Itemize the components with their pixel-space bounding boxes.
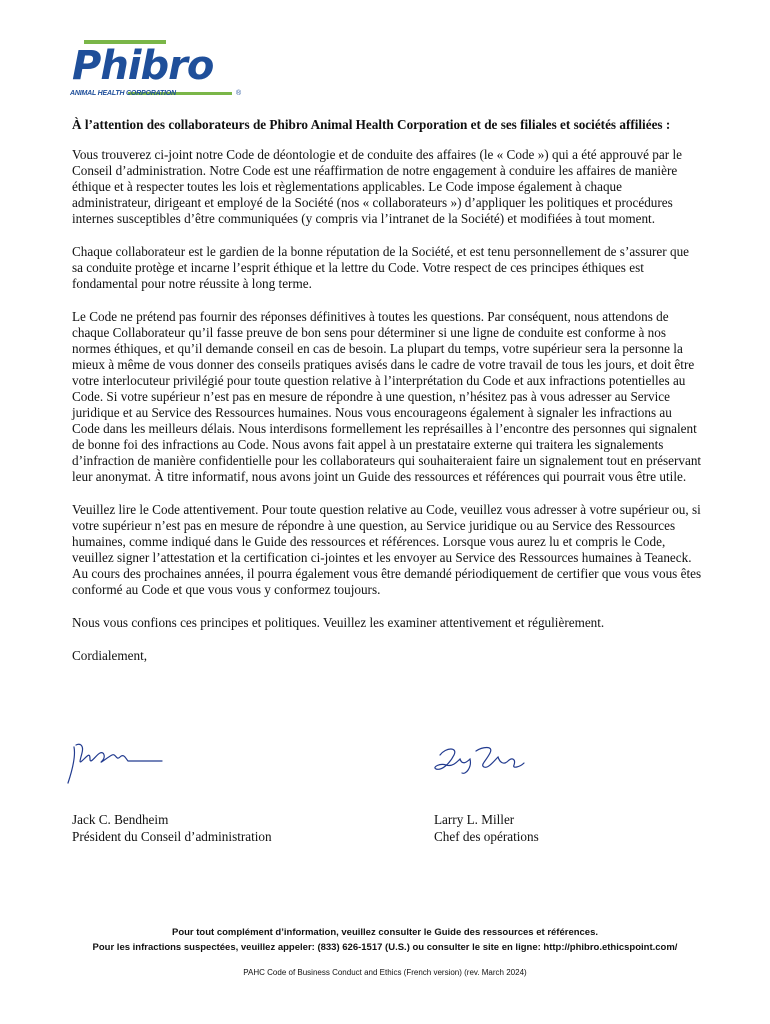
- logo-registered-mark: ®: [236, 90, 242, 97]
- signatory-right-title: Chef des opérations: [434, 829, 539, 844]
- closing-salutation: Cordialement,: [72, 648, 148, 663]
- footer-document-reference: PAHC Code of Business Conduct and Ethics (French version) (rev. March 2024): [243, 968, 527, 977]
- phibro-logo: [70, 40, 250, 100]
- paragraph-reputation: Chaque collaborateur est le gardien de la bonne réputation de la Société, et est tenu personnellement de s’assurer que sa conduite protège et incarne l’esprit éthique et la lettre du Code. Votre respect de ces principes éthiques est fondamental pour notre réussite à long terme.: [72, 244, 690, 291]
- signatory-left-name: Jack C. Bendheim: [72, 812, 169, 827]
- paragraph-instructions: Veuillez lire le Code attentivement. Pour toute question relative au Code, veuillez vous adresser à votre supérieur ou, si votre supérieur n’est pas en mesure de répondre à une question, au Service juridique ou au Service des Ressources humaines, comme indiqué dans le Guide des ressources et références. Lorsque vous aurez lu et compris le Code, veuillez signer l’attestation et la certification ci-jointes et les envoyer au Service des Ressources humaines à Teaneck. Au cours des prochaines années, il pourra également vous être demandé périodiquement de certifier que vous vous êtes conformé au Code et que vous vous y conformez toujours.: [72, 502, 702, 597]
- logo-wordmark: Phibro: [72, 43, 214, 89]
- signatory-left: [72, 811, 272, 845]
- letter-heading: À l’attention des collaborateurs de Phibro Animal Health Corporation et de ses filiales et sociétés affiliées :: [72, 117, 671, 132]
- paragraph-intro: Vous trouverez ci-joint notre Code de déontologie et de conduite des affaires (le « Code ») qui a été approuvé par le Conseil d’administration. Notre Code est une réaffirmation de notre engagement à conduire les affaires de manière éthique et à respecter toutes les lois et règlementations applicables. Le Code impose également à chaque administrateur, dirigeant et employé de la Société (nos « collaborateurs ») d’appliquer les politiques et procédures internes susceptibles d’être communiquées (y compris via l’intranet de la Société) et modifiées à tout moment.: [72, 147, 682, 226]
- signatory-right: [434, 811, 539, 845]
- paragraph-guidance: Le Code ne prétend pas fournir des réponses définitives à toutes les questions. Par conséquent, nous attendons de chaque Collaborateur qu’il fasse preuve de bon sens pour déterminer si une ligne de conduite est conforme à nos normes éthiques, et qu’il demande conseil en cas de besoin. La plupart du temps, votre supérieur sera la personne la mieux à même de vous donner des conseils pratiques avisés dans le cadre de votre travail de tous les jours, et doit être votre interlocuteur privilégié pour toute question relative à l’interprétation du Code et aux infractions potentielles au Code. Si votre supérieur n’est pas en mesure de répondre à une question, n’hésitez pas à vous adresser au Service juridique et au Service des Ressources humaines. Nous vous encourageons également à signaler les infractions au Code dans les meilleurs délais. Nous interdisons formellement les représailles à l’encontre des personnes qui signalent de bonne foi des infractions au Code. Nous avons fait appel à un prestataire externe qui traitera les signalements d’infraction de manière confidentielle pour les collaborateurs qui souhaiteraient faire un signalement tout en préservant leur anonymat. À titre informatif, nous avons joint un Guide des ressources et références qui pourrait vous être utile.: [72, 309, 702, 484]
- paragraph-trust: Nous vous confions ces principes et politiques. Veuillez les examiner attentivement et régulièrement.: [72, 615, 605, 630]
- logo-subtitle: ANIMAL HEALTH CORPORATION: [70, 90, 176, 97]
- signature-bendheim: [66, 735, 166, 791]
- signature-miller: [432, 741, 528, 781]
- signature-block: [72, 735, 702, 855]
- footer-info-line: Pour tout complément d’information, veuillez consulter le Guide des ressources et références.: [171, 927, 599, 938]
- signatory-right-name: Larry L. Miller: [434, 812, 515, 827]
- footer-hotline-line: Pour les infractions suspectées, veuillez appeler: (833) 626-1517 (U.S.) ou consulter le site en ligne: http://phibro.ethicspoint.com/: [92, 942, 678, 953]
- signatory-left-title: Président du Conseil d’administration: [72, 829, 272, 844]
- letter-body: [72, 117, 702, 681]
